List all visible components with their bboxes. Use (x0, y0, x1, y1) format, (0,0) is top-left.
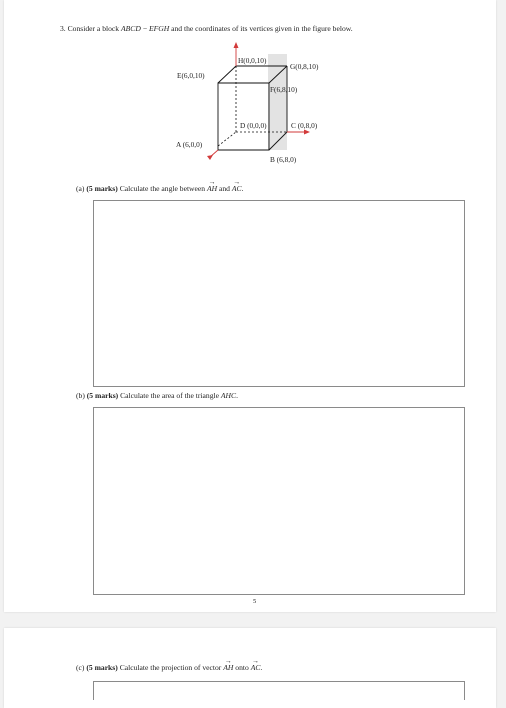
label-g: G(0,8,10) (290, 62, 319, 71)
part-c-vector-1: → AH (223, 663, 233, 673)
label-f: F(6,8,10) (270, 85, 298, 94)
block-name: ABCD − EFGH (120, 24, 170, 33)
part-b-end: . (236, 391, 238, 400)
y-axis-arrow-icon (304, 130, 310, 135)
part-c-prompt (76, 663, 262, 673)
part-a-end: . (241, 184, 244, 193)
x-axis-arrow-icon (207, 155, 213, 160)
part-a-vector-1: → AH (207, 184, 217, 194)
part-b-label: (b) (76, 391, 85, 400)
label-h: H(0,0,10) (238, 56, 267, 65)
hidden-edge-ad (218, 132, 236, 146)
answer-box-b[interactable] (93, 407, 465, 595)
label-e: E(6,0,10) (177, 71, 205, 80)
part-b-shape: AHC (220, 391, 237, 400)
page-1 (4, 0, 496, 612)
part-c-end: . (260, 663, 263, 672)
part-c-label: (c) (76, 663, 85, 672)
label-b: B (6,8,0) (270, 155, 297, 164)
part-c-marks: (5 marks) (86, 663, 118, 672)
answer-box-a[interactable] (93, 200, 465, 387)
part-c-vector-2: → AC (251, 663, 261, 673)
part-a-vector-2: → AC (232, 184, 242, 194)
label-c: C (0,8,0) (291, 121, 318, 130)
page-2 (4, 628, 496, 708)
part-a-text: Calculate the angle between (119, 184, 206, 193)
part-a-prompt (76, 184, 244, 194)
part-a-conj: and (219, 184, 230, 193)
edge-eh (218, 66, 236, 83)
part-b-prompt (76, 391, 238, 401)
part-c-conj: onto (235, 663, 249, 672)
answer-box-c[interactable] (93, 681, 465, 700)
question-intro-end: and the coordinates of its vertices given in the figure below. (171, 24, 353, 33)
part-b-text: Calculate the area of the triangle (120, 391, 219, 400)
part-a-label: (a) (76, 184, 85, 193)
label-a: A (6,0,0) (176, 140, 203, 149)
page-number: 5 (253, 598, 257, 605)
block-figure (4, 0, 496, 180)
question-intro: Consider a block (67, 24, 120, 33)
part-c-text: Calculate the projection of vector (119, 663, 222, 672)
part-a-marks: (5 marks) (86, 184, 118, 193)
label-d: D (0,0,0) (240, 121, 267, 130)
z-axis-arrow-icon (234, 42, 239, 48)
question-number: 3. (60, 24, 66, 33)
part-b-marks: (5 marks) (86, 391, 119, 400)
